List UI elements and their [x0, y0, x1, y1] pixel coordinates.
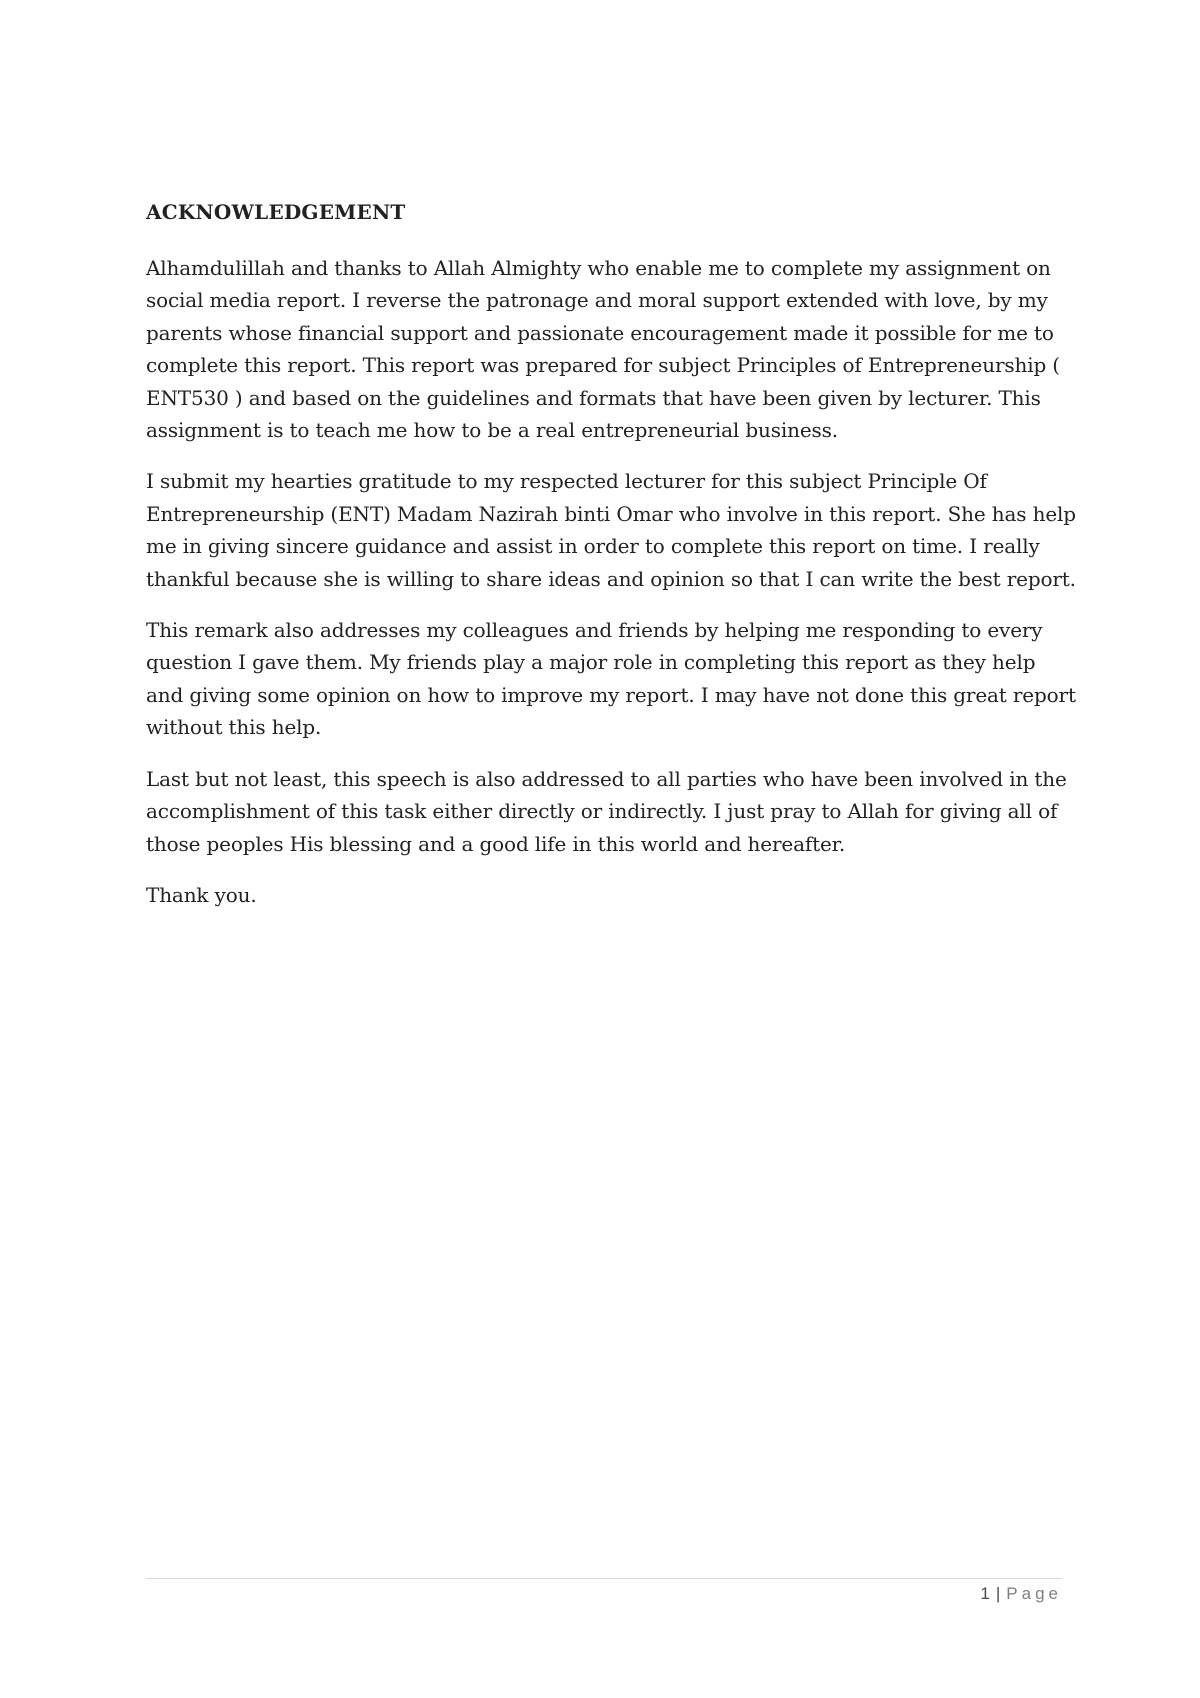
page-title: ACKNOWLEDGEMENT	[146, 200, 406, 224]
paragraph-2: I submit my hearties gratitude to my respected lecturer for this subject Principle Of Entrepreneurship (ENT) Madam Nazirah binti Omar who involve in this report. She has help me in giving sincere guidance and assist in order to complete this report on time. I really thankful because she is willing to share ideas and opinion so that I can write the best report.	[146, 469, 1076, 591]
paragraph-4: Last but not least, this speech is also addressed to all parties who have been involved in the accomplishment of this task either directly or indirectly. I just pray to Allah for giving all of those peoples His blessing and a good life in this world and hereafter.	[146, 766, 1067, 856]
footer-divider	[146, 1578, 1062, 1579]
paragraph-1: Alhamdulillah and thanks to Allah Almighty who enable me to complete my assignment on social media report. I reverse the patronage and moral support extended with love, by my parents whose financial support and passionate encouragement made it possible for me to complete this report. This report was prepared for subject Principles of Entrepreneurship ( ENT530 ) and based on the guidelines and formats that have been given by lecturer. This assignment is to teach me how to be a real entrepreneurial business.	[146, 256, 1060, 443]
page-footer	[980, 1584, 1062, 1604]
paragraph-3: This remark also addresses my colleagues and friends by helping me responding to every question I gave them. My friends play a major role in completing this report as they help and giving some opinion on how to improve my report. I may have not done this great report without this help.	[146, 618, 1076, 740]
closing-line: Thank you.	[146, 882, 257, 907]
page-label: Page	[1006, 1584, 1062, 1603]
document-body	[146, 196, 1076, 930]
footer-separator: |	[995, 1584, 1001, 1603]
page-number: 1	[980, 1584, 990, 1603]
